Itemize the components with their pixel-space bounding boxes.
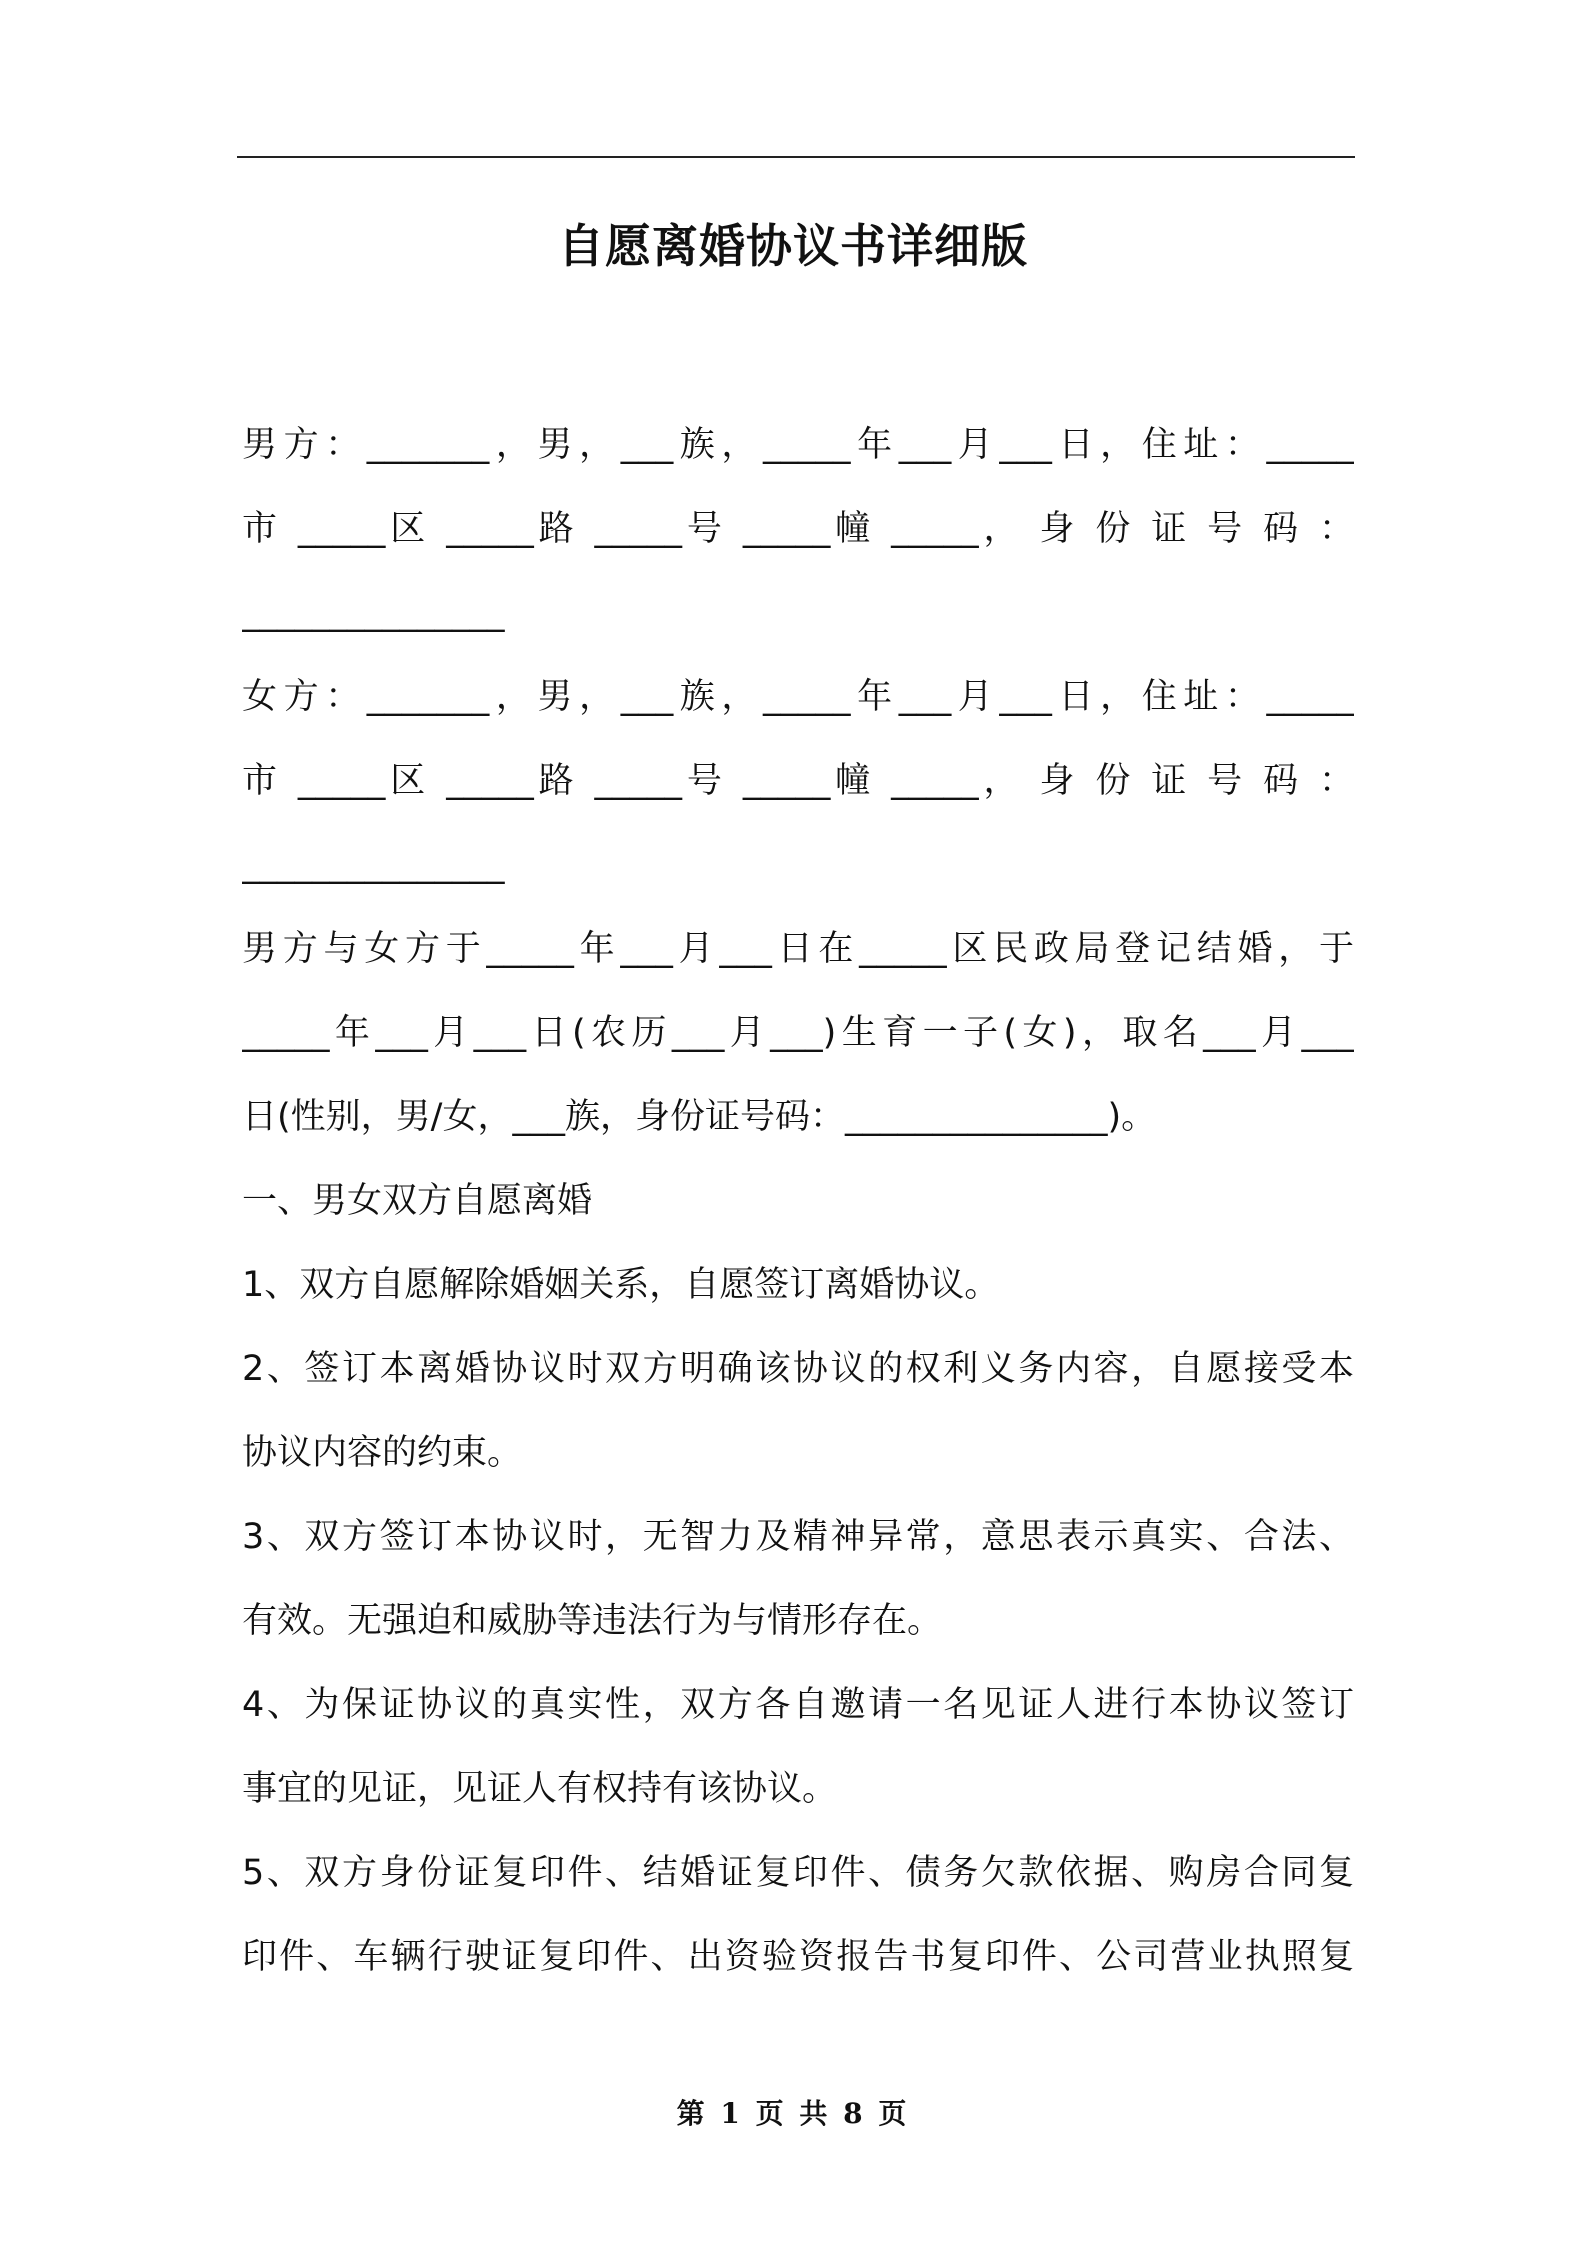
body-line: 5、双方身份证复印件、结婚证复印件、债务欠款依据、购房合同复 — [242, 1853, 1354, 1893]
body-line: 3、双方签订本协议时，无智力及精神异常，意思表示真实、合法、 — [242, 1517, 1354, 1557]
document-body — [242, 403, 1354, 1999]
body-line: 4、为保证协议的真实性，双方各自邀请一名见证人进行本协议签订 — [242, 1685, 1354, 1725]
body-line: 印件、车辆行驶证复印件、出资验资报告书复印件、公司营业执照复 — [242, 1937, 1354, 1977]
body-line: 市 _____区 _____路 _____号 _____幢 _____， 身 份 证 号 码 ： — [242, 761, 1354, 801]
body-line: 1、双方自愿解除婚姻关系，自愿签订离婚协议。 — [242, 1265, 1000, 1305]
body-line: _____年___月___日(农历___月___)生育一子(女)，取名___月___ — [242, 1013, 1354, 1053]
section-heading: 一、男女双方自愿离婚 — [242, 1181, 593, 1221]
body-line: 市 _____区 _____路 _____号 _____幢 _____， 身 份 证 号 码 ： — [242, 509, 1354, 549]
body-line: _______________ — [242, 593, 505, 633]
body-line: 协议内容的约束。 — [242, 1433, 523, 1473]
body-line: _______________ — [242, 845, 505, 885]
body-line: 事宜的见证，见证人有权持有该协议。 — [242, 1769, 838, 1809]
page-footer: 第 1 页 共 8 页 — [676, 2097, 910, 2130]
header-rule — [237, 156, 1355, 158]
body-line: 男方与女方于_____年___月___日在_____区民政局登记结婚，于 — [242, 929, 1354, 969]
body-line: 有效。无强迫和威胁等违法行为与情形存在。 — [242, 1601, 943, 1641]
body-line: 日(性别，男/女，___族，身份证号码：_______________)。 — [242, 1097, 1157, 1137]
body-line: 女方：_______，男，___族，_____年___月___日，住址：_____ — [242, 677, 1354, 717]
body-line: 男方：_______，男，___族，_____年___月___日，住址：_____ — [242, 425, 1354, 465]
document-title: 自愿离婚协议书详细版 — [558, 219, 1028, 273]
body-line: 2、签订本离婚协议时双方明确该协议的权利义务内容，自愿接受本 — [242, 1349, 1354, 1389]
